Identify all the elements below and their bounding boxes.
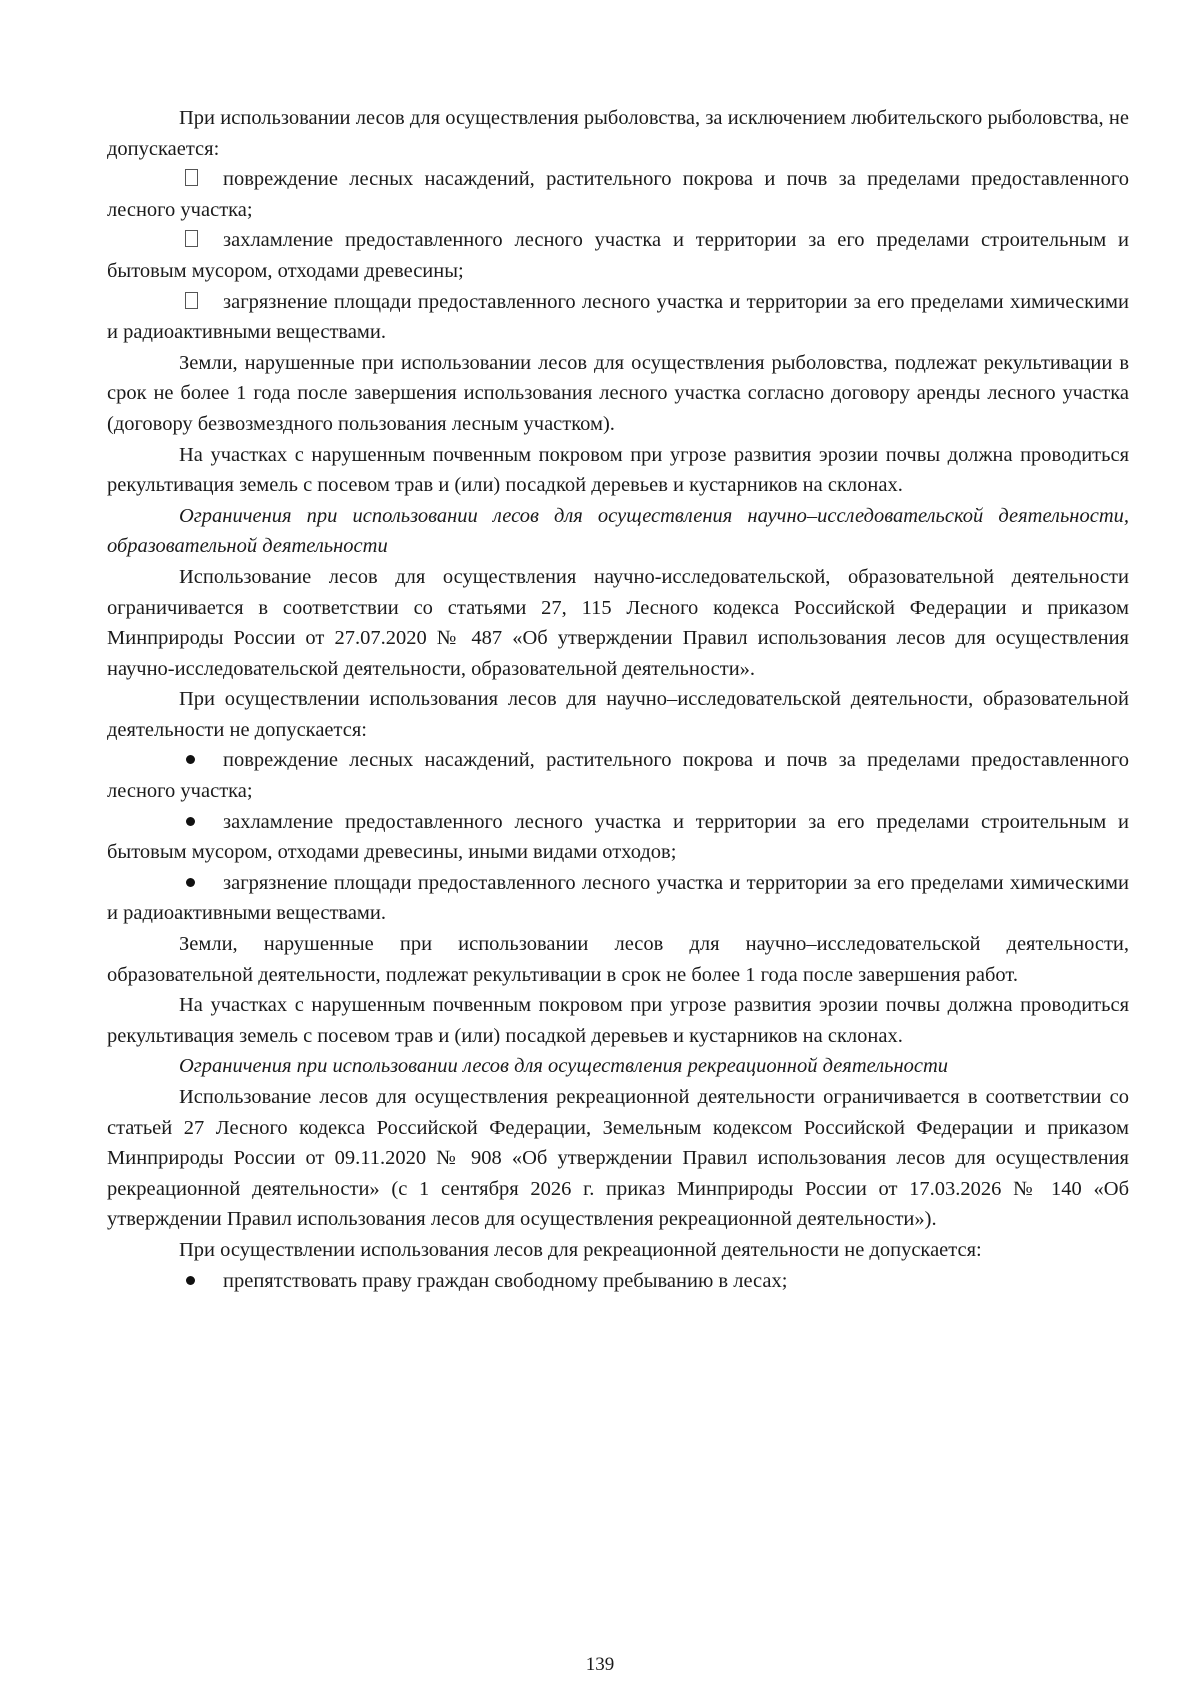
- list-item-text: захламление предоставленного лесного участка и территории за его пределами строительным и бытовым мусором, отходами древесины;: [107, 229, 1129, 282]
- paragraph: Земли, нарушенные при использовании лесов для научно–исследовательской деятельности, образовательной деятельности, подлежат рекультивации в срок не более 1 года после завершения работ.: [107, 933, 1129, 986]
- list-item: [107, 164, 1129, 225]
- list-item-text: повреждение лесных насаждений, растительного покрова и почв за пределами предоставленного лесного участка;: [107, 168, 1129, 221]
- paragraph: При осуществлении использования лесов для рекреационной деятельности не допускается:: [179, 1238, 982, 1261]
- paragraph: На участках с нарушенным почвенным покровом при угрозе развития эрозии почвы должна проводиться рекультивация земель с посевом трав и (или) посадкой деревьев и кустарников на склонах.: [107, 443, 1129, 497]
- paragraph: При осуществлении использования лесов для научно–исследовательской деятельности, образовательной деятельности не допускается:: [107, 688, 1129, 741]
- paragraph: Земли, нарушенные при использовании лесов для осуществления рыболовства, подлежат рекультивации в срок не более 1 года после завершения использования лесного участка согласно договору аренды лесного участка (договору безвозмездного пользования лесным участком).: [107, 351, 1129, 435]
- list-item: [107, 287, 1129, 348]
- list-item-text: повреждение лесных насаждений, растительного покрова и почв за пределами предоставленного лесного участка;: [107, 749, 1129, 803]
- page-content: [107, 103, 1129, 1296]
- paragraph: На участках с нарушенным почвенным покровом при угрозе развития эрозии почвы должна проводиться рекультивация земель с посевом трав и (или) посадкой деревьев и кустарников на склонах.: [107, 994, 1129, 1047]
- paragraph: Использование лесов для осуществления научно-исследовательской, образовательной деятельности ограничивается в соответствии со статьями 27, 115 Лесного кодекса Российской Федерации и приказом Минприроды России от 27.07.2020 № 487 «Об утверждении Правил использования лесов для осуществления научно-исследовательской деятельности, образовательной деятельности».: [107, 565, 1129, 680]
- list-item: [107, 807, 1129, 868]
- list-item: [107, 225, 1129, 286]
- bullet-icon: [186, 817, 195, 826]
- list-item-text: загрязнение площади предоставленного лесного участка и территории за его пределами химическими и радиоактивными веществами.: [107, 871, 1129, 925]
- box-icon: [185, 230, 198, 247]
- box-icon: [185, 169, 198, 186]
- bullet-icon: [186, 1276, 195, 1285]
- list-item-text: препятствовать праву граждан свободному пребыванию в лесах;: [223, 1269, 788, 1292]
- box-icon: [185, 292, 198, 309]
- bullet-icon: [186, 878, 195, 887]
- list-item: [107, 745, 1129, 806]
- section-heading: Ограничения при использовании лесов для осуществления научно–исследовательской деятельности, образовательной деятельности: [107, 504, 1129, 558]
- list-item: [107, 1266, 1129, 1297]
- bullet-icon: [186, 755, 195, 764]
- section-heading: Ограничения при использовании лесов для осуществления рекреационной деятельности: [179, 1055, 949, 1078]
- list-item-text: загрязнение площади предоставленного лесного участка и территории за его пределами химическими и радиоактивными веществами.: [107, 290, 1129, 344]
- page-number: 139: [585, 1654, 615, 1675]
- list-item: [107, 868, 1129, 929]
- list-item-text: захламление предоставленного лесного участка и территории за его пределами строительным и бытовым мусором, отходами древесины, иными видами отходов;: [107, 810, 1129, 864]
- paragraph: Использование лесов для осуществления рекреационной деятельности ограничивается в соответствии со статьей 27 Лесного кодекса Российской Федерации, Земельным кодексом Российской Федерации и приказом Минприроды России от 09.11.2020 № 908 «Об утверждении Правил использования лесов для осуществления рекреационной деятельности» (с 1 сентября 2026 г. приказ Минприроды России от 17.03.2026 № 140 «Об утверждении Правил использования лесов для осуществления рекреационной деятельности»).: [107, 1086, 1129, 1231]
- paragraph: При использовании лесов для осуществления рыболовства, за исключением любительского рыболовства, не допускается:: [107, 107, 1129, 160]
